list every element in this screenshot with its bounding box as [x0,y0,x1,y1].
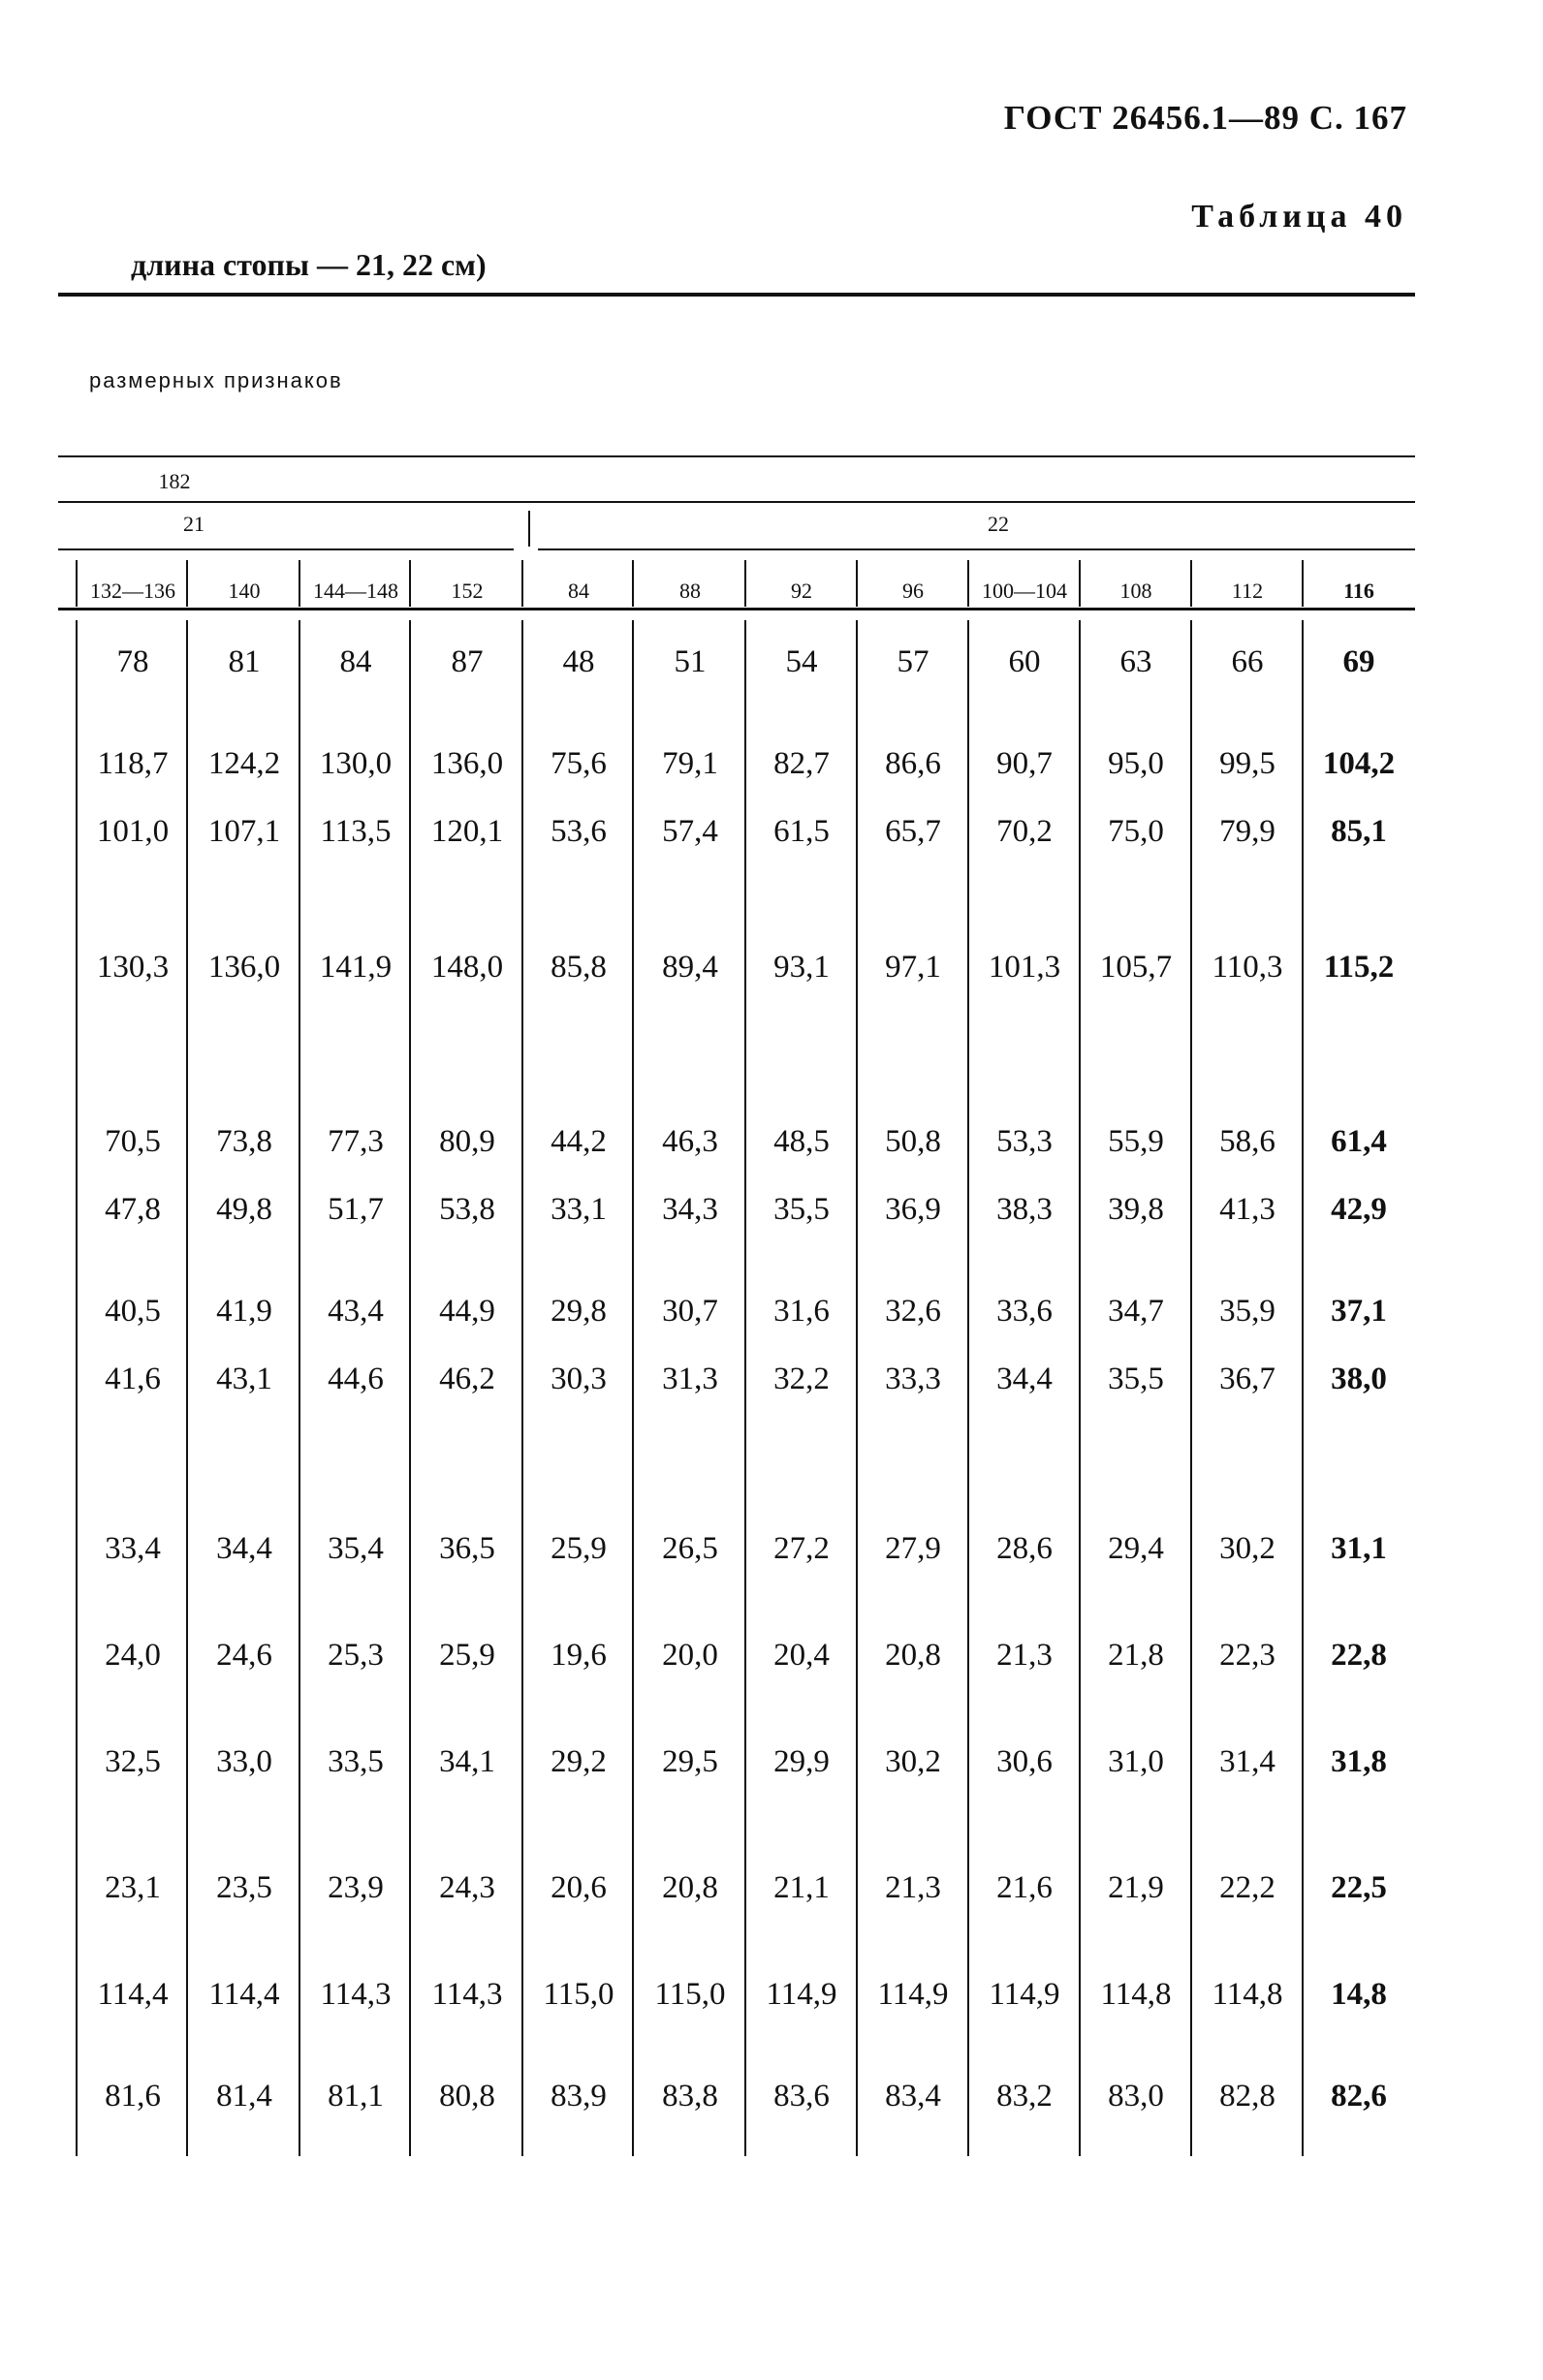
header-column-divider [76,560,78,607]
table-cell: 85,1 [1331,814,1387,849]
table-cell: 75,6 [551,746,607,781]
header-height-182: 182 [158,469,191,493]
table-cell: 77,3 [328,1124,384,1159]
table-cell: 29,5 [662,1744,718,1779]
table-cell: 35,9 [1219,1294,1275,1329]
table-cell: 84 [339,644,372,679]
table-cell: 53,6 [551,814,607,849]
table-cell: 81 [228,644,261,679]
column-header: 96 [902,579,924,603]
table-cell: 32,2 [773,1362,830,1396]
table-cell: 63 [1119,644,1152,679]
table-cell: 33,5 [328,1744,384,1779]
column-header: 88 [679,579,701,603]
table-cell: 83,6 [773,2079,830,2114]
table-cell: 101,0 [96,814,170,849]
table-cell: 53,3 [996,1124,1053,1159]
table-cell: 32,6 [885,1294,941,1329]
table-cell: 22,3 [1219,1638,1275,1673]
table-cell: 22,8 [1331,1638,1387,1673]
table-cell: 81,4 [216,2079,272,2114]
column-header: 92 [791,579,812,603]
table-cell: 30,7 [662,1294,718,1329]
table-cell: 114,4 [97,1977,169,2012]
table-cell: 136,0 [207,950,281,985]
table-cell: 39,8 [1108,1192,1164,1227]
table-cell: 35,5 [1108,1362,1164,1396]
header-column-divider [299,560,300,607]
table-cell: 20,4 [773,1638,830,1673]
table-cell: 89,4 [662,950,718,985]
table-cell: 82,8 [1219,2079,1275,2114]
table-cell: 38,3 [996,1192,1053,1227]
column-header: 152 [451,579,484,603]
table-cell: 22,2 [1219,1870,1275,1905]
table-cell: 23,9 [328,1870,384,1905]
table-cell: 31,3 [662,1362,718,1396]
table-cell: 97,1 [885,950,941,985]
table-cell: 120,1 [430,814,504,849]
table-cell: 21,6 [996,1870,1053,1905]
table-cell: 29,8 [551,1294,607,1329]
table-cell: 22,5 [1331,1870,1387,1905]
table-cell: 24,3 [439,1870,495,1905]
table-cell: 114,8 [1212,1977,1283,2012]
table-cell: 44,6 [328,1362,384,1396]
table-cell: 21,3 [996,1638,1053,1673]
table-cell: 24,6 [216,1638,272,1673]
table-cell: 55,9 [1108,1124,1164,1159]
table-cell: 21,1 [773,1870,830,1905]
table-cell: 101,3 [988,950,1061,985]
table-cell: 33,1 [551,1192,607,1227]
table-cell: 29,4 [1108,1531,1164,1566]
table-cell: 114,9 [766,1977,837,2012]
column-header: 84 [568,579,589,603]
table-cell: 29,2 [551,1744,607,1779]
table-cell: 37,1 [1331,1294,1387,1329]
table-cell: 51,7 [328,1192,384,1227]
header-column-divider [409,560,411,607]
table-cell: 83,4 [885,2079,941,2114]
table-cell: 114,3 [320,1977,392,2012]
table-cell: 57,4 [662,814,718,849]
table-cell: 42,9 [1331,1192,1387,1227]
table-cell: 20,8 [885,1638,941,1673]
table-cell: 34,1 [439,1744,495,1779]
table-subtitle: размерных признаков [89,368,343,392]
header-column-divider [967,560,969,607]
table-cell: 35,4 [328,1531,384,1566]
table-cell: 49,8 [216,1192,272,1227]
table-cell: 19,6 [551,1638,607,1673]
table-cell: 41,6 [105,1362,161,1396]
table-cell: 34,4 [996,1362,1053,1396]
header-rule-3-right [538,548,1415,550]
table-continued-title: длина стопы — 21, 22 см) [131,247,487,282]
table-cell: 48,5 [773,1124,830,1159]
table-cell: 141,9 [319,950,393,985]
table-cell: 130,0 [319,746,393,781]
table-cell: 65,7 [885,814,941,849]
table-cell: 24,0 [105,1638,161,1673]
table-cell: 104,2 [1322,746,1396,781]
table-cell: 43,4 [328,1294,384,1329]
table-cell: 75,0 [1108,814,1164,849]
table-cell: 50,8 [885,1124,941,1159]
table-cell: 31,4 [1219,1744,1275,1779]
table-cell: 81,1 [328,2079,384,2114]
table-cell: 54 [785,644,818,679]
table-cell: 80,9 [439,1124,495,1159]
table-cell: 113,5 [320,814,392,849]
table-cell: 83,8 [662,2079,718,2114]
header-column-divider [1079,560,1081,607]
table-cell: 25,9 [439,1638,495,1673]
table-cell: 78 [116,644,149,679]
table-cell: 81,6 [105,2079,161,2114]
header-column-divider [521,560,523,607]
table-cell: 27,9 [885,1531,941,1566]
table-cell: 83,9 [551,2079,607,2114]
header-column-divider [1190,560,1192,607]
table-cell: 66 [1231,644,1264,679]
table-cell: 41,3 [1219,1192,1275,1227]
table-cell: 34,3 [662,1192,718,1227]
table-cell: 38,0 [1331,1362,1387,1396]
header-rule-2 [58,501,1415,503]
title-rule [58,293,1415,297]
table-cell: 25,9 [551,1531,607,1566]
header-column-divider [186,560,188,607]
table-cell: 33,4 [105,1531,161,1566]
table-cell: 34,7 [1108,1294,1164,1329]
header-column-divider [744,560,746,607]
table-cell: 110,3 [1212,950,1283,985]
header-rule-3-left [58,548,514,550]
table-cell: 85,8 [551,950,607,985]
column-header: 100—104 [982,579,1067,603]
table-cell: 124,2 [207,746,281,781]
table-cell: 21,9 [1108,1870,1164,1905]
table-cell: 95,0 [1108,746,1164,781]
table-cell: 82,6 [1331,2079,1387,2114]
table-cell: 83,2 [996,2079,1053,2114]
table-cell: 114,4 [208,1977,280,2012]
table-cell: 44,2 [551,1124,607,1159]
table-cell: 36,9 [885,1192,941,1227]
column-header: 112 [1231,579,1264,603]
table-cell: 83,0 [1108,2079,1164,2114]
table-cell: 30,2 [885,1744,941,1779]
table-cell: 86,6 [885,746,941,781]
table-cell: 60 [1008,644,1041,679]
table-cell: 70,2 [996,814,1053,849]
table-cell: 136,0 [430,746,504,781]
table-cell: 58,6 [1219,1124,1275,1159]
table-cell: 27,2 [773,1531,830,1566]
column-header: 116 [1343,579,1374,603]
table-cell: 31,1 [1331,1531,1387,1566]
column-header: 108 [1119,579,1152,603]
table-cell: 90,7 [996,746,1053,781]
column-header: 140 [228,579,261,603]
table-cell: 46,2 [439,1362,495,1396]
header-rule-top [58,455,1415,457]
table-cell: 43,1 [216,1362,272,1396]
table-cell: 20,8 [662,1870,718,1905]
table-cell: 70,5 [105,1124,161,1159]
table-cell: 79,9 [1219,814,1275,849]
table-cell: 25,3 [328,1638,384,1673]
table-cell: 99,5 [1219,746,1275,781]
table-cell: 32,5 [105,1744,161,1779]
table-cell: 33,0 [216,1744,272,1779]
table-cell: 73,8 [216,1124,272,1159]
table-cell: 114,3 [431,1977,503,2012]
table-cell: 93,1 [773,950,830,985]
table-cell: 118,7 [97,746,169,781]
group-divider [528,511,530,547]
table-cell: 61,4 [1331,1124,1387,1159]
header-column-divider [1302,560,1304,607]
table-cell: 31,8 [1331,1744,1387,1779]
header-rule-bottom [58,608,1415,611]
table-cell: 30,3 [551,1362,607,1396]
table-cell: 115,0 [543,1977,614,2012]
table-cell: 148,0 [430,950,504,985]
table-cell: 33,6 [996,1294,1053,1329]
table-cell: 41,9 [216,1294,272,1329]
table-cell: 40,5 [105,1294,161,1329]
table-cell: 69 [1342,644,1375,679]
table-cell: 105,7 [1099,950,1173,985]
table-cell: 114,9 [877,1977,949,2012]
table-cell: 30,6 [996,1744,1053,1779]
table-cell: 47,8 [105,1192,161,1227]
table-cell: 33,3 [885,1362,941,1396]
table-cell: 79,1 [662,746,718,781]
table-cell: 30,2 [1219,1531,1275,1566]
header-group-22: 22 [988,512,1009,536]
table-cell: 31,6 [773,1294,830,1329]
table-cell: 44,9 [439,1294,495,1329]
table-cell: 80,8 [439,2079,495,2114]
table-cell: 31,0 [1108,1744,1164,1779]
table-cell: 115,0 [654,1977,726,2012]
table-label: Таблица 40 [1191,199,1407,235]
table-cell: 35,5 [773,1192,830,1227]
table-cell: 28,6 [996,1531,1053,1566]
table-cell: 51 [674,644,707,679]
table-cell: 26,5 [662,1531,718,1566]
table-cell: 20,6 [551,1870,607,1905]
column-header: 144—148 [313,579,398,603]
table-cell: 87 [451,644,484,679]
table-cell: 36,7 [1219,1362,1275,1396]
table-cell: 23,1 [105,1870,161,1905]
header-column-divider [632,560,634,607]
table-cell: 21,8 [1108,1638,1164,1673]
table-cell: 20,0 [662,1638,718,1673]
table-cell: 114,8 [1100,1977,1172,2012]
table-cell: 115,2 [1323,950,1395,985]
table-cell: 23,5 [216,1870,272,1905]
document-reference: ГОСТ 26456.1—89 С. 167 [1003,99,1407,137]
header-column-divider [856,560,858,607]
table-cell: 34,4 [216,1531,272,1566]
table-cell: 46,3 [662,1124,718,1159]
table-cell: 53,8 [439,1192,495,1227]
table-cell: 29,9 [773,1744,830,1779]
column-header: 132—136 [90,579,175,603]
table-cell: 57 [897,644,929,679]
table-cell: 61,5 [773,814,830,849]
header-group-21: 21 [183,512,205,536]
table-cell: 21,3 [885,1870,941,1905]
table-cell: 36,5 [439,1531,495,1566]
table-cell: 82,7 [773,746,830,781]
table-cell: 14,8 [1331,1977,1387,2012]
table-cell: 48 [562,644,595,679]
table-cell: 130,3 [96,950,170,985]
table-cell: 114,9 [989,1977,1060,2012]
table-cell: 107,1 [207,814,281,849]
